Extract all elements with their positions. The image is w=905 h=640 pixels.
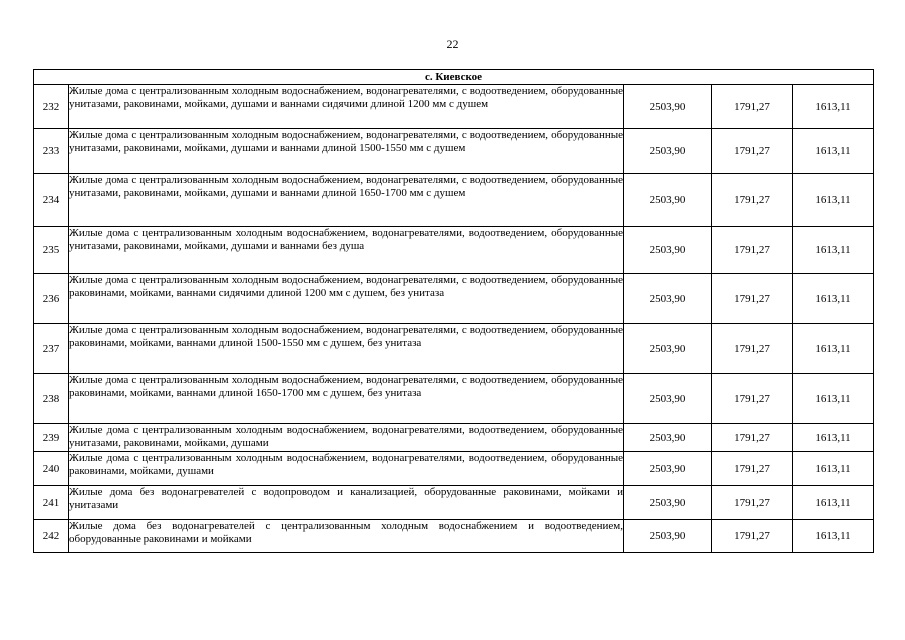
value-3: 1613,11 <box>793 374 874 424</box>
table-row <box>34 174 874 227</box>
value-3: 1613,11 <box>793 274 874 324</box>
row-number: 236 <box>34 274 69 324</box>
value-2: 1791,27 <box>712 374 793 424</box>
value-3: 1613,11 <box>793 324 874 374</box>
value-1: 2503,90 <box>624 374 712 424</box>
row-number: 233 <box>34 129 69 174</box>
row-description: Жилые дома с централизованным холодным водоснабжением, водонагревателями, водоотведением, оборудованные унитазами, раковинами, мойками, душами <box>69 424 624 452</box>
value-3: 1613,11 <box>793 486 874 520</box>
row-number: 238 <box>34 374 69 424</box>
row-description: Жилые дома с централизованным холодным водоснабжением, водонагревателями, с водоотведением, оборудованные раковинами, мойками, ваннами длиной 1500-1550 мм с душем, без унитаза <box>69 324 624 374</box>
row-description: Жилые дома без водонагревателей с централизованным холодным водоснабжением и водоотведением, оборудованные раковинами и мойками <box>69 520 624 553</box>
value-2: 1791,27 <box>712 174 793 227</box>
tariff-table <box>33 69 874 553</box>
value-1: 2503,90 <box>624 486 712 520</box>
table-row <box>34 486 874 520</box>
value-2: 1791,27 <box>712 227 793 274</box>
value-2: 1791,27 <box>712 324 793 374</box>
table-row <box>34 85 874 129</box>
value-1: 2503,90 <box>624 452 712 486</box>
value-1: 2503,90 <box>624 324 712 374</box>
value-2: 1791,27 <box>712 452 793 486</box>
value-1: 2503,90 <box>624 424 712 452</box>
row-number: 232 <box>34 85 69 129</box>
row-description: Жилые дома с централизованным холодным водоснабжением, водонагревателями, с водоотведением, оборудованные унитазами, раковинами, мойками, душами и ваннами сидячими длиной 1200 мм с душем <box>69 85 624 129</box>
row-description: Жилые дома с централизованным холодным водоснабжением, водонагревателями, с водоотведением, оборудованные унитазами, раковинами, мойками, душами и ваннами длиной 1500-1550 мм с душем <box>69 129 624 174</box>
value-2: 1791,27 <box>712 129 793 174</box>
row-number: 234 <box>34 174 69 227</box>
section-header-row <box>34 70 874 85</box>
row-description: Жилые дома с централизованным холодным водоснабжением, водонагревателями, водоотведением, оборудованные раковинами, мойками, душами <box>69 452 624 486</box>
table-row <box>34 452 874 486</box>
value-2: 1791,27 <box>712 520 793 553</box>
value-3: 1613,11 <box>793 174 874 227</box>
row-description: Жилые дома с централизованным холодным водоснабжением, водонагревателями, с водоотведением, оборудованные унитазами, раковинами, мойками, душами и ваннами длиной 1650-1700 мм с душем <box>69 174 624 227</box>
table-row <box>34 274 874 324</box>
value-1: 2503,90 <box>624 520 712 553</box>
table-row <box>34 227 874 274</box>
row-description: Жилые дома с централизованным холодным водоснабжением, водонагревателями, с водоотведением, оборудованные раковинами, мойками, ваннами сидячими длиной 1200 мм с душем, без унитаза <box>69 274 624 324</box>
row-number: 242 <box>34 520 69 553</box>
row-description: Жилые дома с централизованным холодным водоснабжением, водонагревателями, с водоотведением, оборудованные раковинами, мойками, ваннами длиной 1650-1700 мм с душем, без унитаза <box>69 374 624 424</box>
value-3: 1613,11 <box>793 452 874 486</box>
value-2: 1791,27 <box>712 486 793 520</box>
row-number: 240 <box>34 452 69 486</box>
table-row <box>34 129 874 174</box>
row-number: 241 <box>34 486 69 520</box>
page-number: 22 <box>446 37 459 51</box>
row-description: Жилые дома с централизованным холодным водоснабжением, водонагревателями, водоотведением, оборудованные унитазами, раковинами, мойками, душами и ваннами без душа <box>69 227 624 274</box>
value-1: 2503,90 <box>624 227 712 274</box>
value-1: 2503,90 <box>624 129 712 174</box>
row-description: Жилые дома без водонагревателей с водопроводом и канализацией, оборудованные раковинами, мойками и унитазами <box>69 486 624 520</box>
row-number: 237 <box>34 324 69 374</box>
value-2: 1791,27 <box>712 424 793 452</box>
value-1: 2503,90 <box>624 274 712 324</box>
table-row <box>34 374 874 424</box>
table-row <box>34 324 874 374</box>
value-3: 1613,11 <box>793 85 874 129</box>
value-3: 1613,11 <box>793 227 874 274</box>
value-1: 2503,90 <box>624 174 712 227</box>
table-row <box>34 424 874 452</box>
table-row <box>34 520 874 553</box>
row-number: 235 <box>34 227 69 274</box>
row-number: 239 <box>34 424 69 452</box>
value-2: 1791,27 <box>712 85 793 129</box>
value-2: 1791,27 <box>712 274 793 324</box>
section-title: с. Киевское <box>34 70 874 85</box>
value-3: 1613,11 <box>793 520 874 553</box>
value-1: 2503,90 <box>624 85 712 129</box>
value-3: 1613,11 <box>793 424 874 452</box>
value-3: 1613,11 <box>793 129 874 174</box>
